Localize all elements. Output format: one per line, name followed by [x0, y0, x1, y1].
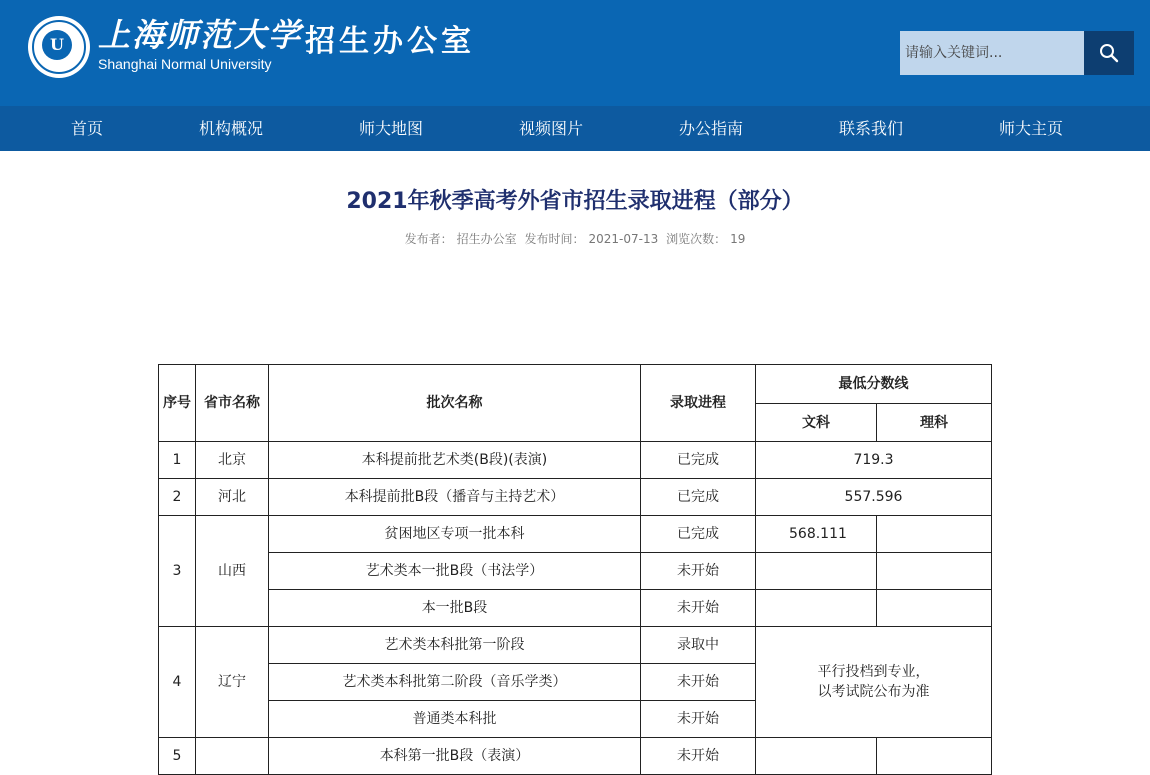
cell-batch: 普通类本科批 — [269, 701, 641, 738]
header-province: 省市名称 — [196, 365, 269, 442]
cell-progress: 录取中 — [641, 627, 756, 664]
search-icon — [1099, 43, 1119, 63]
note-line-2: 以考试院公布为准 — [817, 684, 930, 700]
cell-seq: 2 — [159, 479, 196, 516]
cell-province: 山西 — [196, 516, 269, 627]
nav-item-map[interactable]: 师大地图 — [359, 119, 424, 138]
cell-batch: 艺术类本科批第二阶段（音乐学类） — [269, 664, 641, 701]
cell-science — [877, 516, 992, 553]
cell-progress: 未开始 — [641, 553, 756, 590]
header-seq: 序号 — [159, 365, 196, 442]
cell-progress: 未开始 — [641, 664, 756, 701]
header-min-score: 最低分数线 — [756, 365, 992, 404]
cell-note — [756, 627, 992, 738]
cell-arts — [756, 553, 877, 590]
nav-item-about[interactable]: 机构概况 — [199, 119, 264, 138]
cell-seq: 5 — [159, 738, 196, 775]
publish-time: 2021-07-13 — [588, 232, 659, 246]
table-row — [159, 442, 992, 479]
views-label: 浏览次数： — [666, 232, 727, 246]
nav-item-main-site[interactable]: 师大主页 — [999, 119, 1064, 138]
cell-progress: 已完成 — [641, 479, 756, 516]
cell-batch: 艺术类本一批B段（书法学） — [269, 553, 641, 590]
cell-province: 辽宁 — [196, 627, 269, 738]
nav-item-contact[interactable]: 联系我们 — [839, 119, 904, 138]
publisher-label: 发布者： — [404, 232, 453, 246]
cell-science — [877, 553, 992, 590]
article-title: 2021年秋季高考外省市招生录取进程（部分） — [346, 189, 804, 214]
admission-table — [158, 364, 992, 775]
table-row — [159, 590, 992, 627]
note-line-1: 平行投档到专业， — [817, 664, 930, 680]
search-button[interactable] — [1084, 31, 1134, 75]
university-seal-icon[interactable] — [28, 16, 90, 78]
cell-score: 557.596 — [756, 479, 992, 516]
cell-progress: 未开始 — [641, 701, 756, 738]
cell-batch: 本科第一批B段（表演） — [269, 738, 641, 775]
header-batch: 批次名称 — [269, 365, 641, 442]
office-name[interactable]: 招生办公室 — [305, 24, 475, 59]
nav-item-home[interactable]: 首页 — [71, 119, 104, 138]
main-nav — [0, 106, 1150, 151]
cell-batch: 艺术类本科批第一阶段 — [269, 627, 641, 664]
cell-batch: 本科提前批B段（播音与主持艺术） — [269, 479, 641, 516]
cell-progress: 已完成 — [641, 516, 756, 553]
cell-arts — [756, 590, 877, 627]
header-arts: 文科 — [756, 404, 877, 442]
header-progress: 录取进程 — [641, 365, 756, 442]
nav-item-guide[interactable]: 办公指南 — [679, 119, 744, 138]
university-name-en[interactable]: Shanghai Normal University — [98, 56, 272, 72]
publish-time-label: 发布时间： — [524, 232, 585, 246]
cell-seq: 1 — [159, 442, 196, 479]
cell-seq: 3 — [159, 516, 196, 627]
header-science: 理科 — [877, 404, 992, 442]
cell-province — [196, 738, 269, 775]
seal-mark: U — [42, 30, 72, 60]
search-input[interactable] — [900, 31, 1084, 75]
views-count: 19 — [730, 232, 746, 246]
cell-arts — [756, 738, 877, 775]
cell-arts: 568.111 — [756, 516, 877, 553]
cell-progress: 未开始 — [641, 590, 756, 627]
cell-batch: 本一批B段 — [269, 590, 641, 627]
table-row — [159, 516, 992, 553]
cell-progress: 未开始 — [641, 738, 756, 775]
cell-province: 北京 — [196, 442, 269, 479]
publisher: 招生办公室 — [456, 232, 517, 246]
cell-science — [877, 738, 992, 775]
university-name-cn[interactable]: 上海师范大学 — [98, 16, 303, 54]
cell-province: 河北 — [196, 479, 269, 516]
article-meta — [0, 230, 1150, 247]
site-header — [0, 0, 1150, 106]
cell-batch: 贫困地区专项一批本科 — [269, 516, 641, 553]
cell-progress: 已完成 — [641, 442, 756, 479]
cell-science — [877, 590, 992, 627]
cell-batch: 本科提前批艺术类(B段)(表演) — [269, 442, 641, 479]
cell-seq: 4 — [159, 627, 196, 738]
table-row — [159, 627, 992, 664]
table-row — [159, 553, 992, 590]
table-row — [159, 738, 992, 775]
nav-item-media[interactable]: 视频图片 — [519, 119, 584, 138]
cell-score: 719.3 — [756, 442, 992, 479]
table-row — [159, 479, 992, 516]
